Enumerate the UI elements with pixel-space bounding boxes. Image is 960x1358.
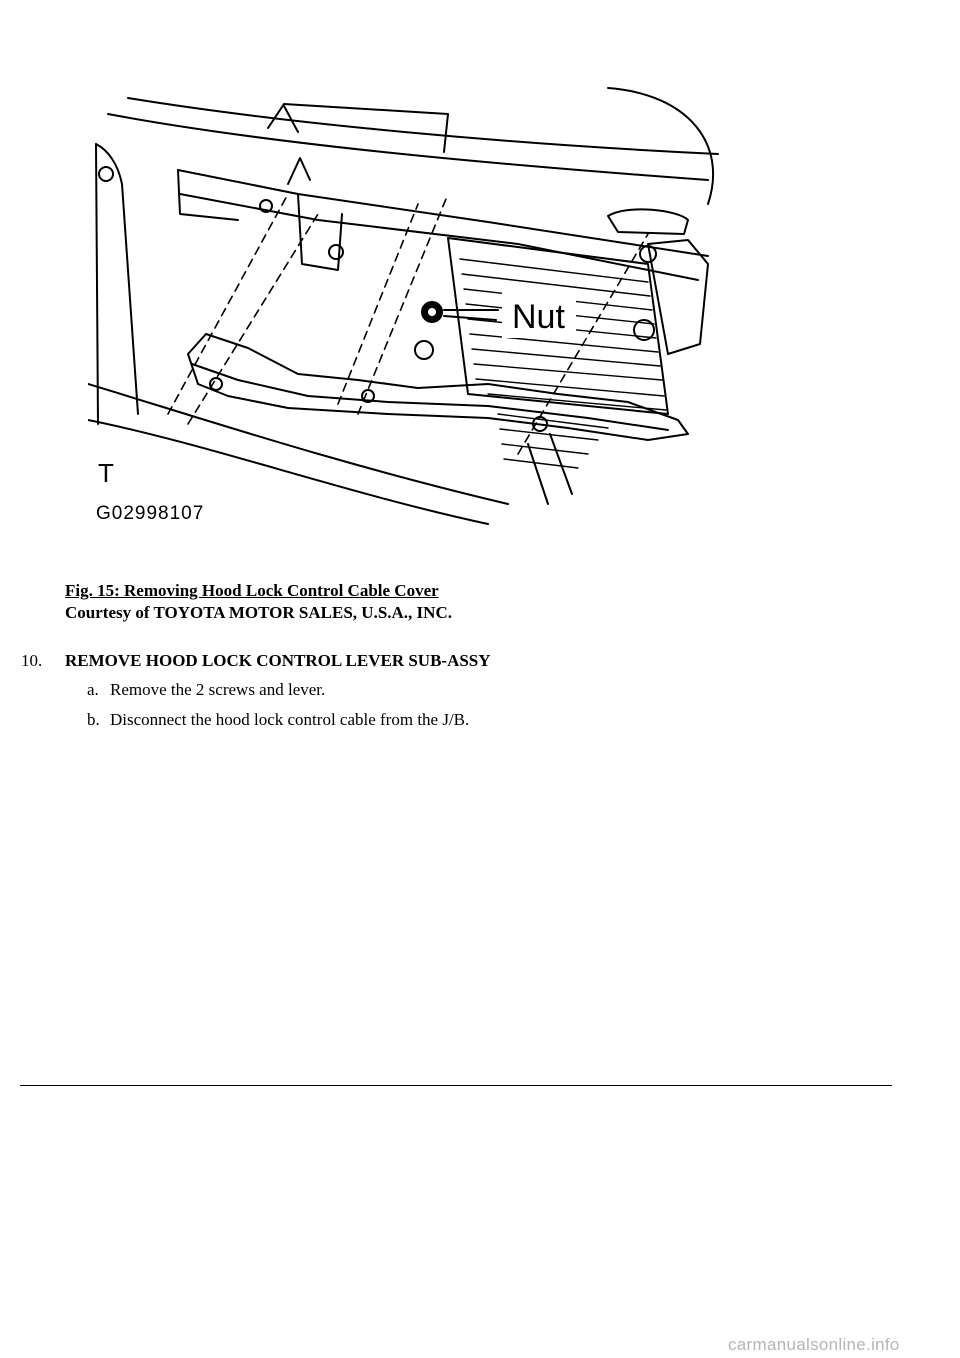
substep-list (87, 679, 469, 739)
substep-letter: b. (87, 710, 100, 729)
step-title: REMOVE HOOD LOCK CONTROL LEVER SUB-ASSY (65, 651, 491, 670)
substep-item (87, 679, 469, 701)
substep-text: Remove the 2 screws and lever. (110, 680, 326, 699)
figure-caption (65, 580, 452, 624)
substep-item (87, 709, 469, 731)
hood-lock-cable-cover-drawing (88, 84, 724, 528)
procedure-step (21, 650, 491, 672)
figure-credit: Courtesy of TOYOTA MOTOR SALES, U.S.A., INC. (65, 603, 452, 622)
technical-illustration (88, 84, 724, 528)
step-number: 10. (21, 651, 43, 670)
figure-code: G02998107 (96, 503, 205, 524)
substep-text: Disconnect the hood lock control cable from the J/B. (110, 710, 470, 729)
page-divider (20, 1085, 892, 1086)
figure-title: Fig. 15: Removing Hood Lock Control Cable Cover (65, 581, 439, 600)
substep-letter: a. (87, 680, 99, 699)
nut-callout-label: Nut (512, 298, 565, 336)
figure-corner-marker: T (98, 458, 114, 488)
site-watermark: carmanualsonline.info (728, 1335, 900, 1354)
